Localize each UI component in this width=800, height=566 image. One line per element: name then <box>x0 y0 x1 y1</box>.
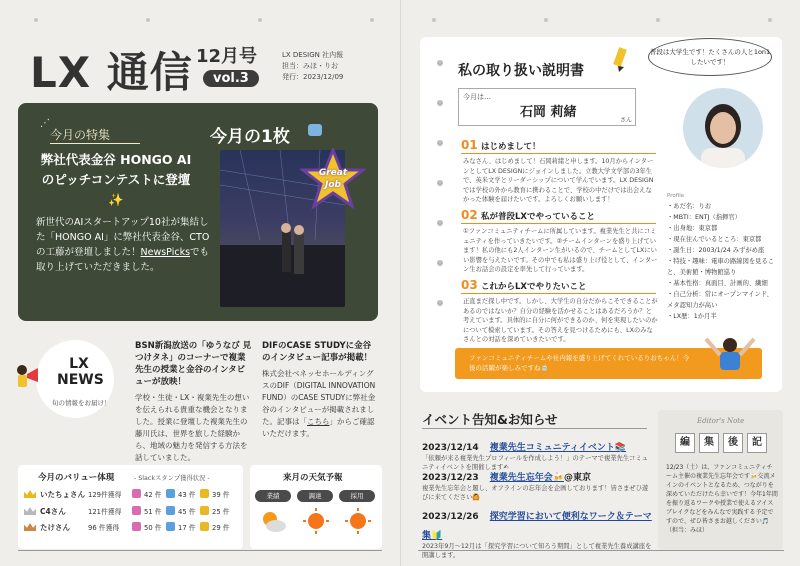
speech-bubble: 普段は大学生です！たくさんの人と1on1したいです！ <box>648 38 772 76</box>
event-link[interactable]: 複業先生忘年会🍻 <box>489 473 564 483</box>
crown-icon <box>24 490 36 498</box>
sun-icon <box>343 508 373 534</box>
stamp-icon <box>166 489 175 498</box>
news-title-lx: LX <box>69 356 89 372</box>
member-name: いたちょさん <box>40 490 85 499</box>
stamp-count: 29 件 <box>212 524 230 532</box>
profile-item: ・LX歴：1か月半 <box>667 313 717 320</box>
feature-body-tail: でも取り上げていただきました。 <box>36 247 210 273</box>
section-1-heading: はじめまして！ <box>481 142 541 152</box>
profile-list <box>667 201 777 322</box>
sun-icon <box>301 508 331 534</box>
event-body: 複業先生忘年会と題し、オフラインの忘年会を企画しております！皆さまぜひ遊びに来てください🙆 <box>422 485 649 501</box>
editor-char: 編 <box>675 433 695 453</box>
pencil-icon <box>612 46 628 72</box>
crown-icon <box>24 507 36 515</box>
section-3-body: 正直まだ探し中です。しかし、大学生の自分だからこそできることがあるのではないか？自分の経験を活かせることはあるだろうか？と考えています。具体的に自分に何ができるのか、何を実現したいのかについて模索しています。その答えを見つけるためにも、LXのみなさんとの対話を深めていきたいです。 <box>463 298 658 343</box>
weather-label-performance: 業績 <box>255 490 291 502</box>
profile-item: ・誕生日：2003/1/24 みずがめ座 <box>667 247 765 254</box>
event-date: 2023/12/23 <box>422 473 479 483</box>
profile-photo <box>683 88 763 168</box>
stamp-count: 39 件 <box>212 491 230 499</box>
notebook-hole <box>437 260 443 266</box>
great-job-badge <box>300 148 366 210</box>
profile-label: Profile <box>667 193 685 199</box>
event-item-2 <box>422 465 654 502</box>
event-date: 2023/12/14 <box>422 443 479 453</box>
section-2-body: ①ファンコミュニティチームに所属しています。複業先生と共にコミュニティを作っていきたいです。②チームインターンを盛り上げています！私の他にも2人インターン生がいるので、チームとしてLXにいい影響を与えたいです。その中でも私は盛り上げ役として、インターン生お話会の設定を率先して行っています。 <box>463 228 658 273</box>
notebook-hole <box>437 100 443 106</box>
megaphone-character-icon <box>10 362 40 390</box>
notebook-hole <box>437 140 443 146</box>
section-3-heading: これからLXでやりたいこと <box>481 282 587 292</box>
stamp-icon <box>200 489 209 498</box>
news-column-1 <box>135 340 253 464</box>
photo-of-month-title: 今月の1枚 <box>210 127 290 147</box>
value-board-subtitle: - Slackスタンプ獲得状況 - <box>134 475 210 482</box>
sun-cloud-icon <box>258 508 288 534</box>
profile-name: 石岡 莉緒 <box>520 105 577 120</box>
stamp-icon <box>200 506 209 515</box>
editor-char: 記 <box>747 433 767 453</box>
stamp-count: 25 件 <box>212 508 230 516</box>
editor-note-body: 12/23（土）は、ファンコミュニティチーム主催の複業先生忘年会です🍻交流メインのイベントとなるため、つながりを深めていただけたら幸いです！今年1年間を振り返るワークや授業で使えるアイスブレイクなどをみんなで実践する予定ですので、ぜひ皆さまお越しください🎵（担当：みほ） <box>666 464 778 534</box>
badge-text-great: Great <box>318 168 348 178</box>
value-row <box>24 489 239 503</box>
news-col2-body-text: 株式会社ベネッセホールディングスのDIF（DIGITAL INNOVATION FUND）のCASE STUDYに弊社金谷のインタビューが掲載されました。記事は「 <box>262 369 376 426</box>
notebook-hole <box>437 220 443 226</box>
profile-banner-text: ファンコミュニティチームや社内報を盛り上げてくれているりおちゃん！今後の活躍が楽しみですね🍵 <box>469 354 690 372</box>
profile-item: ・基本性格：真面目、計画的、繊細 <box>667 280 768 287</box>
badge-text-job: Job <box>325 180 341 190</box>
news-col2-body-tail: 」からご確認いただけます。 <box>262 417 375 438</box>
events-title: イベント告知&お知らせ <box>422 412 558 427</box>
news-col1-body: 学校・生徒・LX・複業先生の想いを伝えられる貴重な機会となりました。授業に登壇した複業先生の藤川氏は、世界を旅した経験から、地域の魅力を発信する方法を話していました。 <box>135 393 250 462</box>
news-title-news: NEWS <box>57 372 104 388</box>
section-3-number: 03 <box>461 278 478 292</box>
article-link[interactable]: こちら <box>307 417 330 426</box>
stamp-count: 50 件 <box>144 524 162 532</box>
event-item-3 <box>422 504 654 560</box>
meta-date: 発行：2023/12/09 <box>282 73 344 81</box>
stamp-count: 45 件 <box>178 508 196 516</box>
stamp-total: 96 件獲得 <box>88 524 120 532</box>
news-col2-body <box>262 368 378 440</box>
stamp-icon <box>132 506 141 515</box>
footer-line-left <box>18 550 382 551</box>
section-2-number: 02 <box>461 208 478 222</box>
news-subtitle: 旬の情報をお届け！ <box>52 399 111 407</box>
section-1-body: みなさん、はじめまして！石岡莉緒と申します。10月からインターンとしてLX DESIGNにジョインしました。立教大学文学部の3年生で、英米文学とリーダーシップについて学んでいます。LX DESIGNでは学校の外から教育に携わることで、学校の中だけでは出会えなかった体験を届けたいです。よろしくお願いします！ <box>463 158 654 203</box>
editor-note-label: Editor's Note <box>697 417 745 425</box>
stamp-count: 43 件 <box>178 491 196 499</box>
notebook-hole <box>437 300 443 306</box>
section-1-number: 01 <box>461 138 478 152</box>
stamp-count: 42 件 <box>144 491 162 499</box>
newsletter-logo: LX 通信 <box>30 48 193 97</box>
profile-item: ・特技・趣味：電車の路線図を見ること、美術館・博物館巡り <box>667 258 775 276</box>
name-prefix: 今月は… <box>463 93 491 101</box>
newspicks-link[interactable]: NewsPicks <box>140 247 191 258</box>
profile-item: ・出身地：東京都 <box>667 225 718 232</box>
meta-publisher: LX DESIGN 社内報 <box>282 51 344 59</box>
stamp-icon <box>132 522 141 531</box>
feature-label: 今月の特集 <box>50 128 111 142</box>
profile-item: ・現在住んでいるところ：東京都 <box>667 236 762 243</box>
value-board-title: 今月のバリュー体現 <box>38 473 115 483</box>
weather-title: 来月の天気予報 <box>283 473 343 483</box>
cheering-character-icon <box>700 335 760 379</box>
feature-title: 弊社代表金谷 HONGO AIのピッチコンテストに登壇✨ <box>40 152 192 207</box>
profile-item: ・自己分析：常にオープンマインド、メタ認知力が高い <box>667 291 773 309</box>
stamp-icon <box>166 506 175 515</box>
section-2-rule <box>461 223 656 224</box>
weather-label-funding: 調達 <box>297 490 333 502</box>
feature-body-text: 新世代のAIスタートアップ10社が集結した「HONGO AI」に弊社代表金谷、CTOの工藤が登壇しました！ <box>36 217 210 258</box>
stamp-icon <box>200 522 209 531</box>
events-rule <box>422 428 647 429</box>
footer-line-right <box>418 550 784 551</box>
editor-char: 集 <box>699 433 719 453</box>
news-column-2 <box>262 340 378 440</box>
news-col1-heading: BSN新潟放送の「ゆうなび 見つけタネ」のコーナーで複業先生の授業と金谷のインタビューが放映！ <box>135 341 252 387</box>
event-body: 「依頼が来る複業先生プロフィールを作成しよう！」のテーマで複業先生コミュニティイベントを開催します✍ <box>422 455 648 471</box>
stamp-icon <box>132 489 141 498</box>
profile-item: ・あだ名：りお <box>667 203 712 210</box>
value-row <box>24 522 239 536</box>
masthead-meta <box>282 50 343 83</box>
stamp-count: 51 件 <box>144 508 162 516</box>
editor-char: 後 <box>723 433 743 453</box>
stamp-icon <box>166 522 175 531</box>
weather-label-hiring: 採用 <box>339 490 375 502</box>
event-date: 2023/12/26 <box>422 512 479 522</box>
notebook-hole <box>437 180 443 186</box>
event-link[interactable]: 複業先生コミュニティイベント📚 <box>489 443 627 453</box>
section-1-rule <box>461 153 656 154</box>
crown-icon <box>24 523 36 531</box>
meta-editors: 担当：みほ・りお <box>282 62 338 70</box>
news-title <box>57 356 104 388</box>
stamp-total: 121件獲得 <box>88 508 122 516</box>
member-name: たけさん <box>40 523 70 532</box>
issue-month: 12月号 <box>196 46 258 67</box>
section-2-heading: 私が普段LXでやっていること <box>481 212 595 222</box>
camera-icon <box>308 124 322 136</box>
notebook-hole <box>437 60 443 66</box>
name-suffix: さん <box>620 117 633 124</box>
feature-label-underline <box>50 143 140 144</box>
feature-body <box>36 215 216 275</box>
event-link[interactable]: 探究学習において便利なワーク＆テーマ集🔰 <box>422 512 652 541</box>
profile-card-title: 私の取り扱い説明書 <box>458 63 584 79</box>
stamp-count: 17 件 <box>178 524 196 532</box>
event-body: 2023年9月〜12月は「探究学習について知ろう期間」として複業先生養成講座を開講します。 <box>422 543 652 559</box>
binder-holes-left <box>34 18 374 26</box>
news-col2-heading: DIFのCASE STUDYに金谷のインタビュー記事が掲載！ <box>262 341 373 363</box>
event-location: @東京 <box>563 473 591 483</box>
stamp-total: 129件獲得 <box>88 491 122 499</box>
binder-holes-right <box>432 18 772 26</box>
sparkle-icon: ⋰ <box>40 118 50 129</box>
section-3-rule <box>461 293 656 294</box>
issue-volume: vol.3 <box>203 70 259 87</box>
profile-item: ・MBTI：ENTJ（指揮官） <box>667 214 741 221</box>
member-name: C4さん <box>40 507 66 516</box>
value-row <box>24 506 239 520</box>
